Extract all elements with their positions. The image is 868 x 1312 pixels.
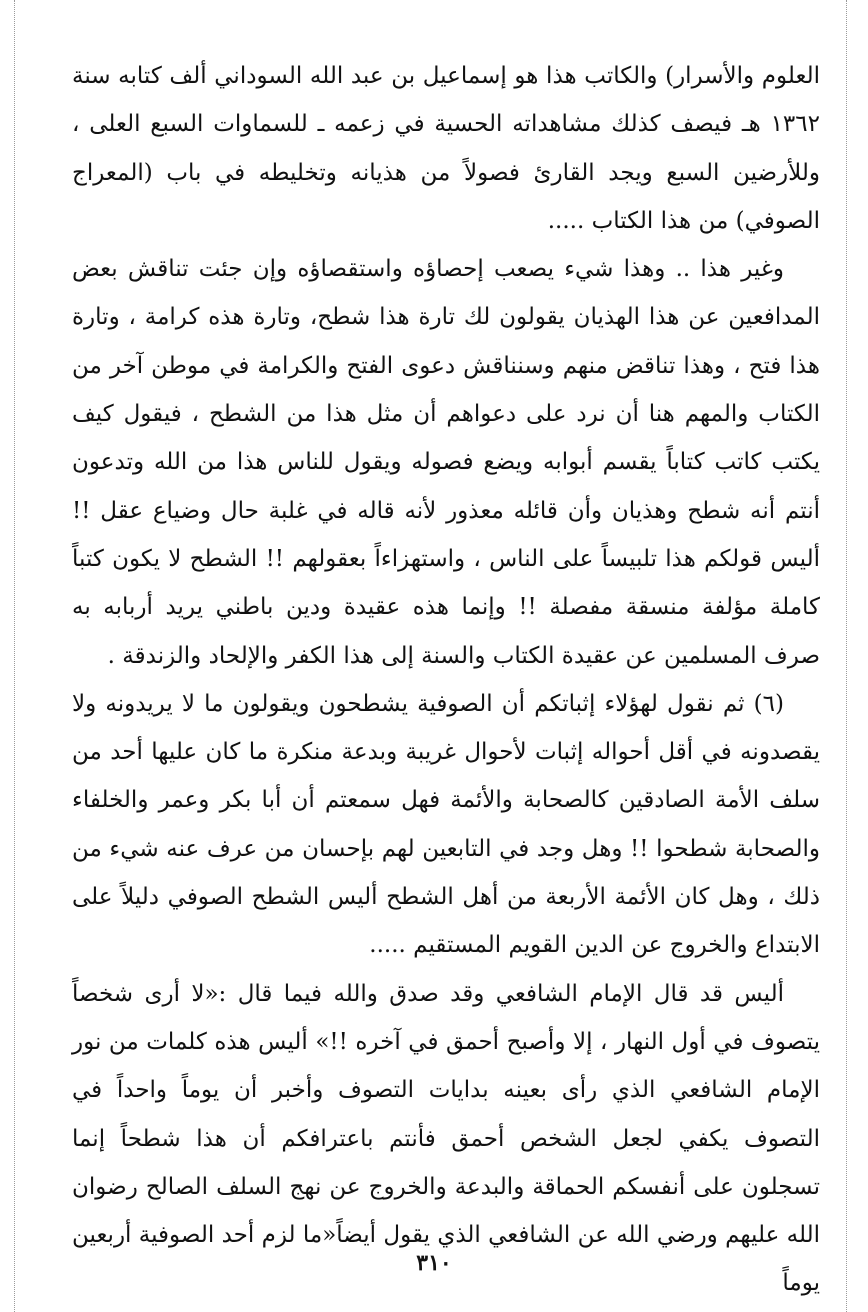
body-text xyxy=(72,52,820,1308)
paragraph-2: وغير هذا .. وهذا شيء يصعب إحصاؤه واستقصاؤه وإن جئت تناقش بعض المدافعين عن هذا الهذيان يقولون لك تارة هذا شطح، وتارة هذه كرامة ، وتارة هذا فتح ، وهذا تناقض منهم وسنناقش دعوى الفتح والكرامة في موطن آخر من الكتاب والمهم هنا أن نرد على دعواهم أن مثل هذا من الشطح ، فيقول كيف يكتب كاتب كتاباً يقسم أبوابه ويضع فصوله ويقول للناس هذا من الله وتدعون أنتم أنه شطح وهذيان وأن قائله معذور لأنه قاله في غلبة حال وضياع عقل !! أليس قولكم هذا تلبيساً على الناس ، واستهزاءاً بعقولهم !! الشطح لا يكون كتباً كاملة مؤلفة منسقة مفصلة !! وإنما هذه عقيدة ودين باطني يريد أربابه به صرف المسلمين عن عقيدة الكتاب والسنة إلى هذا الكفر والإلحاد والزندقة . xyxy=(72,256,820,669)
left-margin-dotted-line xyxy=(14,0,15,1312)
paragraph-4: أليس قد قال الإمام الشافعي وقد صدق والله فيما قال :«لا أرى شخصاً يتصوف في أول النهار ، إلا وأصبح أحمق في آخره !!» أليس هذه كلمات من نور الإمام الشافعي الذي رأى بعينه بدايات التصوف وأخبر أن يوماً واحداً في التصوف يكفي لجعل الشخص أحمق فأنتم باعترافكم أن هذا شطحاً إنما تسجلون على أنفسكم الحماقة والبدعة والخروج عن نهج السلف الصالح رضوان الله عليهم ورضي الله عن الشافعي الذي يقول أيضاً«ما لزم أحد الصوفية أربعين يوماً xyxy=(72,980,820,1297)
paragraph-3: (٦) ثم نقول لهؤلاء إثباتكم أن الصوفية يشطحون ويقولون ما لا يريدونه ولا يقصدونه في أقل أحواله إثبات لأحوال غريبة وبدعة منكرة ما كان عليها أحد من سلف الأمة الصادقين كالصحابة والأئمة فهل سمعتم أن أبا بكر وعمر والخلفاء والصحابة شطحوا !! وهل وجد في التابعين لهم بإحسان من عرف عنه شيء من ذلك ، وهل كان الأئمة الأربعة من أهل الشطح أليس الشطح الصوفي دليلاً على الابتداع والخروج عن الدين القويم المستقيم ..... xyxy=(72,690,820,959)
page-number: ٣١٠ xyxy=(416,1250,452,1276)
paragraph-1: العلوم والأسرار) والكاتب هذا هو إسماعيل بن عبد الله السوداني ألف كتابه سنة ١٣٦٢ هـ فيصف كذلك مشاهداته الحسية في زعمه ـ للسماوات السبع العلى ، وللأرضين السبع ويجد القارئ فصولاً من هذيانه وتخليطه في باب (المعراج الصوفي) من هذا الكتاب ..... xyxy=(72,63,820,234)
right-margin-dotted-line xyxy=(846,0,847,1312)
